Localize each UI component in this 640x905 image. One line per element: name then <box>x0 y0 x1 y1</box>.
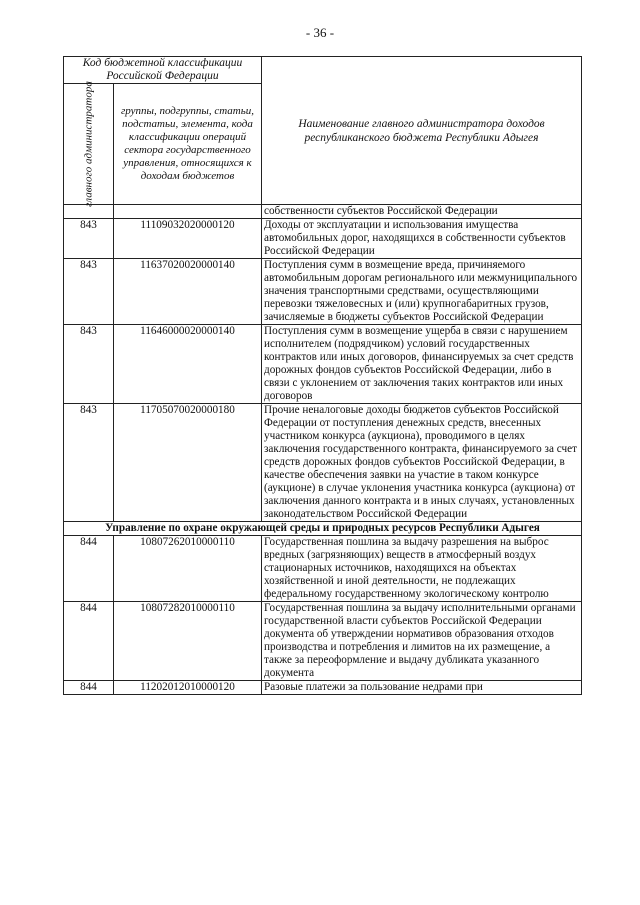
income-description: Государственная пошлина за выдачу исполнительными органами государственной власти субъектов Российской Федерации документа об утверждении нормативов образования отходов производства и потребления и лимитов на их размещение, а также за переоформление и выдачу дубликата указанного документа <box>262 602 582 681</box>
budget-classification-table <box>63 56 582 695</box>
table-row <box>64 219 582 259</box>
section-header-row <box>64 522 582 536</box>
admin-code: 844 <box>64 602 114 681</box>
classification-code: 10807282010000110 <box>114 602 262 681</box>
header-code-column: группы, подгруппы, статьи, подстатьи, элемента, кода классификации операций сектора государственного управления, относящихся к доходам бюджетов <box>114 84 262 205</box>
table-row <box>64 602 582 681</box>
income-description: Государственная пошлина за выдачу разрешения на выброс вредных (загрязняющих) веществ в атмосферный воздух стационарных источников, находящихся на объектах хозяйственной и иной деятельности, не подлежащих федеральному государственному экологическому контролю <box>262 536 582 602</box>
continuation-text: собственности субъектов Российской Федерации <box>262 205 582 219</box>
classification-code: 11202012010000120 <box>114 681 262 695</box>
admin-code: 843 <box>64 325 114 404</box>
income-description: Разовые платежи за пользование недрами при <box>262 681 582 695</box>
table-row <box>64 681 582 695</box>
header-code-group: Код бюджетной классификации Российской Федерации <box>64 57 262 84</box>
table-row <box>64 404 582 522</box>
continuation-row <box>64 205 582 219</box>
page-number: - 36 - <box>305 25 335 40</box>
classification-code: 11637020020000140 <box>114 259 262 325</box>
section-title: Управление по охране окружающей среды и природных ресурсов Республики Адыгея <box>64 522 582 536</box>
income-description: Прочие неналоговые доходы бюджетов субъектов Российской Федерации от поступления денежных средств, внесенных участником конкурса (аукциона), проводимого в целях заключения государственного контракта, финансируемого за счет средств дорожных фондов субъектов Российской Федерации, в качестве обеспечения заявки на участие в таком конкурсе (аукционе) в случае уклонения участника конкурса (аукциона) от заключения данного контракта и в иных случаях, установленных законодательством Российской Федерации <box>262 404 582 522</box>
header-admin-text: главного администратора <box>82 81 94 207</box>
header-row-1 <box>64 57 582 84</box>
income-description: Поступления сумм в возмещение ущерба в связи с нарушением исполнителем (подрядчиком) условий государственных контрактов или иных договоров, финансируемых за счет средств дорожных фондов субъектов Российской Федерации, либо в связи с уклонением от заключения таких контрактов или иных договоров <box>262 325 582 404</box>
classification-code: 10807262010000110 <box>114 536 262 602</box>
admin-code: 843 <box>64 219 114 259</box>
classification-code: 11109032020000120 <box>114 219 262 259</box>
table-row <box>64 325 582 404</box>
classification-code: 11646000020000140 <box>114 325 262 404</box>
admin-code: 844 <box>64 681 114 695</box>
table-row <box>64 536 582 602</box>
income-description: Поступления сумм в возмещение вреда, причиняемого автомобильным дорогам регионального или межмуниципального значения транспортными средствами, осуществляющими перевозки тяжеловесных и (или) крупногабаритных грузов, зачисляемые в бюджеты субъектов Российской Федерации <box>262 259 582 325</box>
table-row <box>64 259 582 325</box>
income-description: Доходы от эксплуатации и использования имущества автомобильных дорог, находящихся в собственности субъектов Российской Федерации <box>262 219 582 259</box>
classification-code: 11705070020000180 <box>114 404 262 522</box>
admin-code: 843 <box>64 404 114 522</box>
header-name-column: Наименование главного администратора доходов республиканского бюджета Республики Адыгея <box>262 57 582 205</box>
admin-code: 843 <box>64 259 114 325</box>
header-admin-column <box>64 81 114 207</box>
admin-code: 844 <box>64 536 114 602</box>
